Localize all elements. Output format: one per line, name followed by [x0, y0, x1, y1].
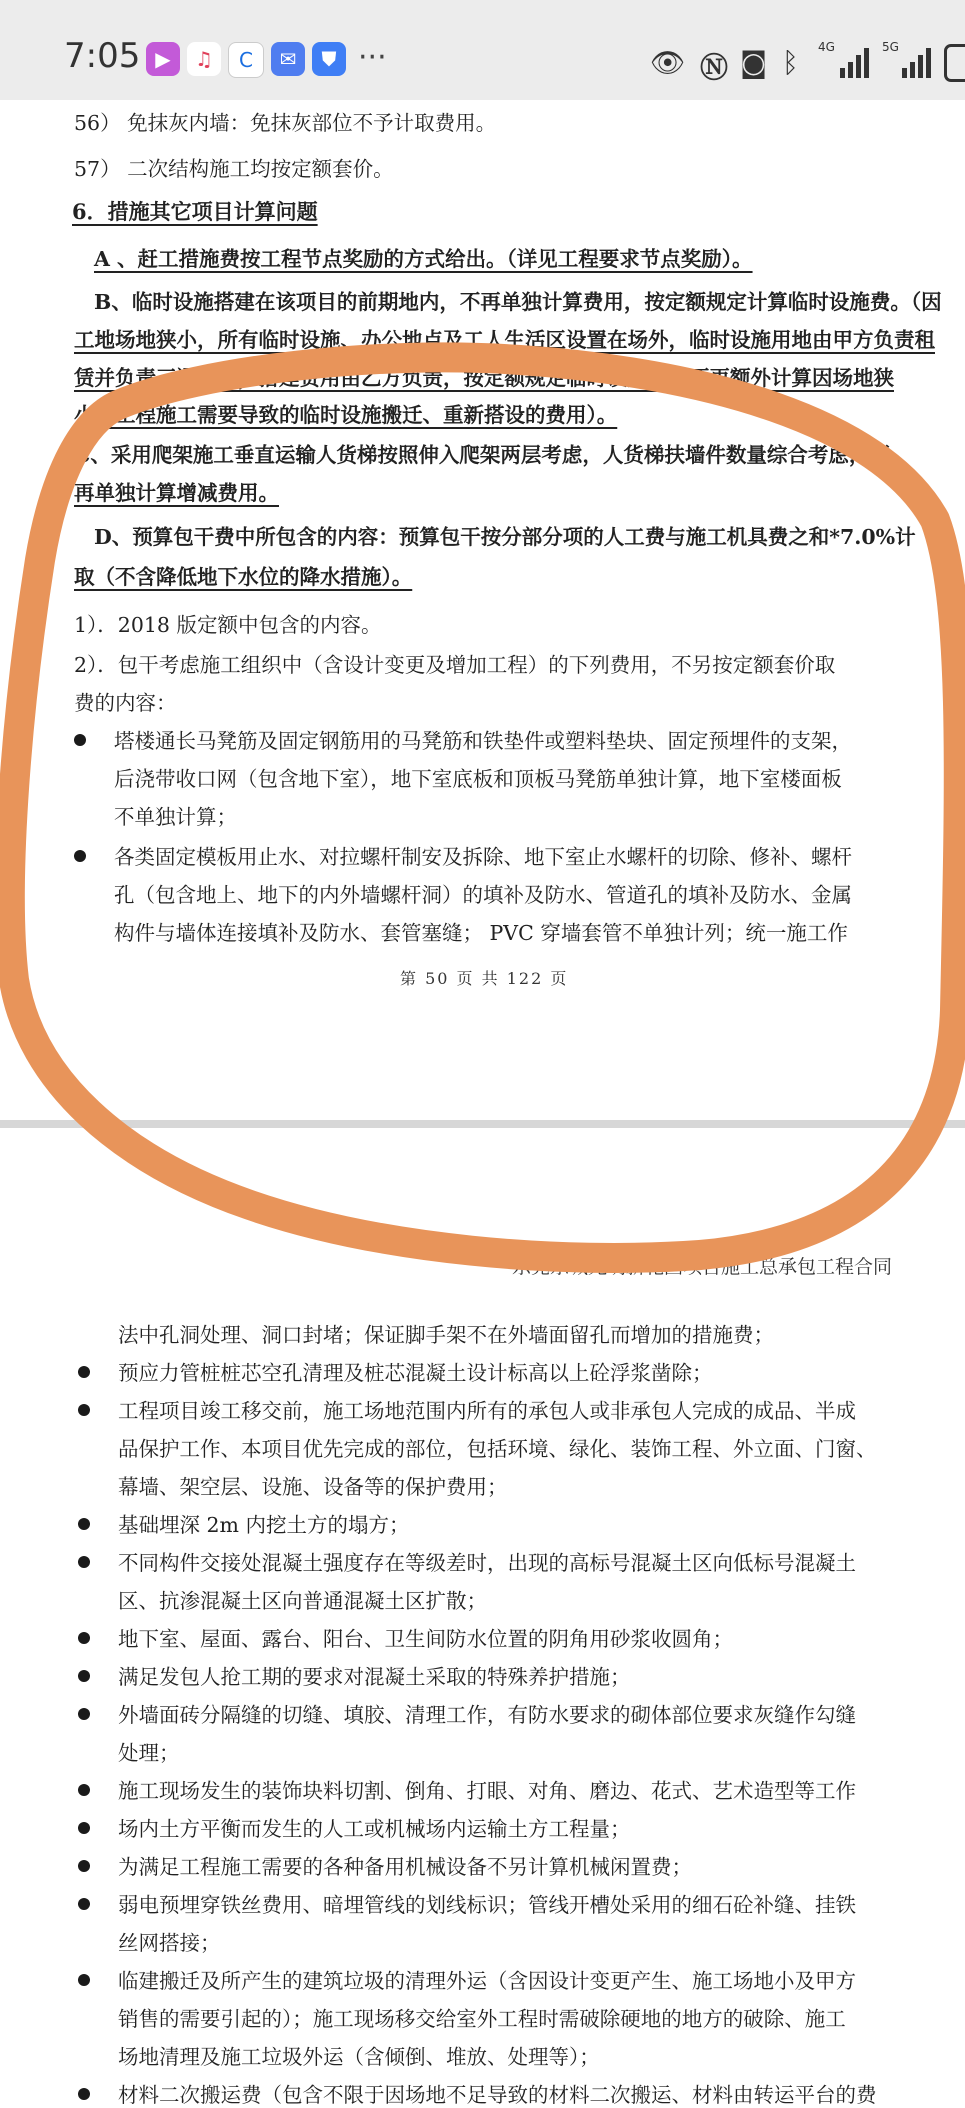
p2-bullet-12-l2: 销售的需要引起的）；施工现场移交给室外工程时需破除硬地的地方的破除、施工: [118, 2007, 846, 2031]
p2-bullet-1: 预应力管桩桩芯空孔清理及桩芯混凝土设计标高以上砼浮浆凿除；: [118, 1361, 713, 1385]
browser-app-icon: C: [228, 42, 264, 78]
bullet-1-line1: 塔楼通长马凳筋及固定钢筋用的马凳筋和铁垫件或塑料垫块、固定预埋件的支架，: [114, 729, 852, 753]
bullet-2-line1: 各类固定模板用止水、对拉螺杆制安及拆除、地下室止水螺杆的切除、修补、螺杆: [114, 845, 852, 869]
clause-c-line1: C、采用爬架施工垂直运输人货梯按照伸入爬架两层考虑，人货梯扶墙件数量综合考虑，不: [74, 443, 890, 467]
bullet-2-line3: 构件与墙体连接填补及防水、套管塞缝； PVC 穿墙套管不单独计列；统一施工作: [114, 921, 848, 945]
p2-bullet-12-l1: 临建搬迁及所产生的建筑垃圾的清理外运（含因设计变更产生、施工场地小及甲方: [118, 1969, 856, 1993]
p2-bullet-3: 基础埋深 2m 内挖土方的塌方；: [118, 1513, 410, 1537]
video-app-icon: ▶: [146, 42, 180, 76]
p2-bullet-2-l1: 工程项目竣工移交前，施工场地范围内所有的承包人或非承包人完成的成品、半成: [118, 1399, 856, 1423]
p2-bullet-4-l1: 不同构件交接处混凝土强度存在等级差时，出现的高标号混凝土区向低标号混凝土: [118, 1551, 856, 1575]
bullet-dot: [78, 1860, 90, 1872]
signal-icon: [838, 44, 872, 78]
point-2-line2: 费的内容：: [74, 691, 177, 715]
clause-d-line2: 取（不含降低地下水位的降水措施）。: [74, 565, 413, 589]
clause-b-line4: 小、工程施工需要导致的临时设施搬迁、重新搭设的费用）。: [74, 403, 618, 427]
p2-bullet-2-l2: 品保护工作、本项目优先完成的部位，包括环境、绿化、装饰工程、外立面、门窗、: [118, 1437, 877, 1461]
p2-bullet-5: 地下室、屋面、露台、阳台、卫生间防水位置的阴角用砂浆收圆角；: [118, 1627, 733, 1651]
clause-b-line1: B、临时设施搭建在该项目的前期地内，不再单独计算费用，按定额规定计算临时设施费。（因: [94, 290, 942, 314]
clause-b-line3: 赁并负责三通一平，搭建费用由乙方负责，按定额规定临时设施费，不再额外计算因场地狭: [74, 366, 894, 390]
p2-bullet-11-l2: 丝网搭接；: [118, 1931, 221, 1955]
item-56: 56） 免抹灰内墙：免抹灰部位不予计取费用。: [74, 111, 497, 135]
bullet-dot: [78, 1632, 90, 1644]
item-57: 57） 二次结构施工均按定额套价。: [74, 157, 394, 181]
p2-bullet-7-l1: 外墙面砖分隔缝的切缝、填胶、清理工作，有防水要求的砌体部位要求灰缝作勾缝: [118, 1703, 856, 1727]
bluetooth-icon: ᛒ: [782, 46, 799, 79]
bullet-dot: [74, 734, 86, 746]
bullet-dot: [74, 850, 86, 862]
bullet-1-line2: 后浇带收口网（包含地下室），地下室底板和顶板马凳筋单独计算，地下室楼面板: [114, 767, 842, 791]
status-bar: [0, 0, 965, 100]
bullet-1-line3: 不单独计算；: [114, 805, 237, 829]
p2-bullet-8: 施工现场发生的装饰块料切割、倒角、打眼、对角、磨边、花式、艺术造型等工作: [118, 1779, 856, 1803]
bullet-dot: [78, 1974, 90, 1986]
eye-icon: 👁: [650, 46, 686, 79]
bullet-dot: [78, 1822, 90, 1834]
nfc-icon: Ⓝ: [700, 51, 729, 84]
p2-bullet-11-l1: 弱电预埋穿铁丝费用、暗埋管线的划线标识；管线开槽处采用的细石砼补缝、挂铁: [118, 1893, 856, 1917]
vibrate-icon: ◙: [740, 46, 768, 79]
clause-b-line2: 工地场地狭小，所有临时设施、办公地点及工人生活区设置在场外，临时设施用地由甲方负责租: [74, 328, 935, 352]
continued-text: 法中孔洞处理、洞口封堵；保证脚手架不在外墙面留孔而增加的措施费；: [118, 1323, 774, 1347]
shield-app-icon: ⛊: [312, 42, 346, 76]
p2-bullet-9: 场内土方平衡而发生的人工或机械场内运输土方工程量；: [118, 1817, 631, 1841]
clause-d-line1: D、预算包干费中所包含的内容：预算包干按分部分项的人工费与施工机具费之和*7.0%计: [94, 525, 916, 549]
bullet-dot: [78, 1670, 90, 1682]
p2-bullet-12-l3: 场地清理及施工垃圾外运（含倾倒、堆放、处理等）；: [118, 2045, 600, 2069]
p2-bullet-7-l2: 处理；: [118, 1741, 180, 1765]
bullet-dot: [78, 1556, 90, 1568]
page-header: 东莞东城光明新花园项目施工总承包工程合同: [512, 1256, 893, 1278]
signal-icon-2: [900, 44, 934, 78]
status-time: 7:05: [64, 36, 141, 76]
bullet-dot: [78, 1708, 90, 1720]
bullet-dot: [78, 1898, 90, 1910]
network-type-2: 5G: [882, 40, 899, 54]
network-type-1: 4G: [818, 40, 835, 54]
point-2-line1: 2）．包干考虑施工组织中（含设计变更及增加工程）的下列费用，不另按定额套价取: [74, 653, 836, 677]
bullet-2-line2: 孔（包含地上、地下的内外墙螺杆洞）的填补及防水、管道孔的填补及防水、金属: [114, 883, 852, 907]
p2-bullet-10: 为满足工程施工需要的各种备用机械设备不另计算机械闲置费；: [118, 1855, 692, 1879]
p2-bullet-13: 材料二次搬运费（包含不限于因场地不足导致的材料二次搬运、材料由转运平台的费: [118, 2083, 877, 2107]
bullet-dot: [78, 1784, 90, 1796]
document-page-50: [0, 100, 965, 1120]
p2-bullet-6: 满足发包人抢工期的要求对混凝土采取的特殊养护措施；: [118, 1665, 631, 1689]
bullet-dot: [78, 1518, 90, 1530]
mail-app-icon: ✉: [271, 42, 305, 76]
battery-icon: [944, 44, 965, 82]
page-footer: 第 50 页 共 122 页: [400, 969, 569, 988]
bullet-dot: [78, 1404, 90, 1416]
p2-bullet-2-l3: 幕墙、架空层、设施、设备等的保护费用；: [118, 1475, 508, 1499]
document-page-51: [0, 1128, 965, 2107]
point-1: 1）．2018 版定额中包含的内容。: [74, 613, 382, 637]
bullet-dot: [78, 1366, 90, 1378]
music-app-icon: ♫: [187, 42, 221, 76]
section-6-heading: 6．措施其它项目计算问题: [72, 199, 318, 224]
p2-bullet-4-l2: 区、抗渗混凝土区向普通混凝土区扩散；: [118, 1589, 487, 1613]
more-notifications-icon: ···: [358, 40, 387, 75]
clause-a: A 、赶工措施费按工程节点奖励的方式给出。（详见工程要求节点奖励）。: [94, 247, 753, 271]
clause-c-line2: 再单独计算增减费用。: [74, 481, 279, 505]
page-separator: [0, 1120, 965, 1128]
